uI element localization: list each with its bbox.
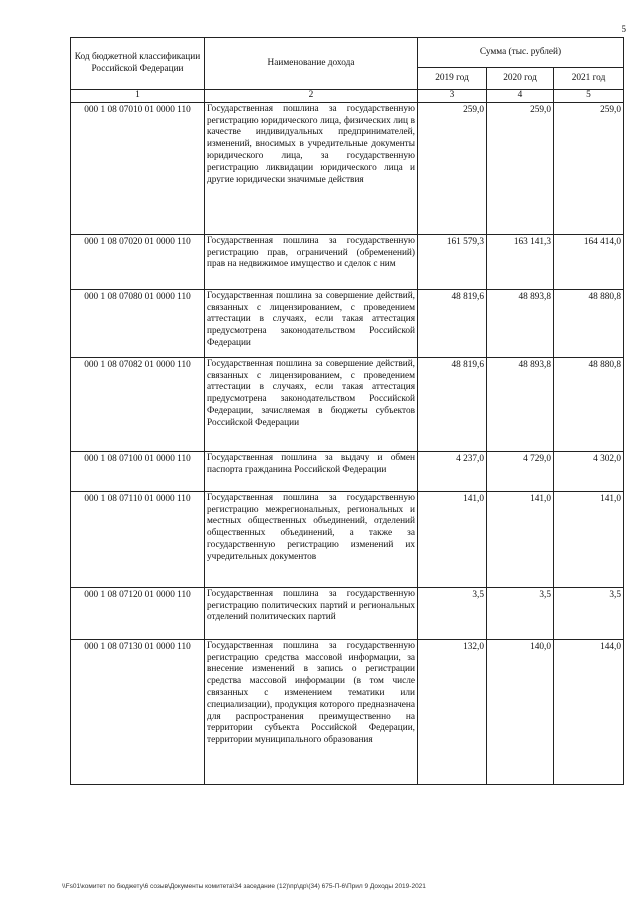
table-row [71, 357, 624, 451]
row-value-2019: 259,0 [418, 102, 487, 234]
header-year-2019: 2019 год [418, 68, 487, 90]
row-name: Государственная пошлина за совершение действий, связанных с лицензированием, с проведением аттестации в случаях, если такая аттестация предусмотрена законодательством Российской Федерации [205, 289, 418, 357]
row-value-2020: 141,0 [487, 491, 554, 587]
row-value-2019: 161 579,3 [418, 234, 487, 289]
row-value-2019: 48 819,6 [418, 357, 487, 451]
row-value-2020: 48 893,8 [487, 357, 554, 451]
index-cell: 2 [205, 90, 418, 103]
table-row [71, 289, 624, 357]
row-value-2020: 4 729,0 [487, 451, 554, 491]
index-row [71, 90, 624, 103]
row-value-2020: 259,0 [487, 102, 554, 234]
row-value-2019: 141,0 [418, 491, 487, 587]
row-name: Государственная пошлина за государственную регистрацию средства массовой информации, за внесение изменений в запись о регистрации средства массовой информации (в том числе связанных с изменением тематики или специализации), продукция которого предназначена для распространения преимущественно на территории субъекта Российской Федерации, территории муниципального образования [205, 639, 418, 784]
row-code: 000 1 08 07010 01 0000 110 [71, 102, 205, 234]
row-code: 000 1 08 07020 01 0000 110 [71, 234, 205, 289]
index-cell: 1 [71, 90, 205, 103]
row-name: Государственная пошлина за государственную регистрацию прав, ограничений (обременений) прав на недвижимое имущество и сделок с ним [205, 234, 418, 289]
row-value-2021: 48 880,8 [554, 357, 624, 451]
table-row [71, 639, 624, 784]
row-value-2020: 140,0 [487, 639, 554, 784]
row-value-2021: 4 302,0 [554, 451, 624, 491]
header-year-2021: 2021 год [554, 68, 624, 90]
index-cell: 3 [418, 90, 487, 103]
table-row [71, 451, 624, 491]
row-name: Государственная пошлина за выдачу и обмен паспорта гражданина Российской Федерации [205, 451, 418, 491]
table-row [71, 102, 624, 234]
row-value-2020: 3,5 [487, 587, 554, 639]
table-row [71, 234, 624, 289]
row-value-2020: 163 141,3 [487, 234, 554, 289]
row-code: 000 1 08 07080 01 0000 110 [71, 289, 205, 357]
footer-file-path: \\Fs01\комитет по бюджету\6 созыв\Документы комитета\34 заседание (12)\пр\др\(34) 675-П-6\Прил 9 Доходы 2019-2021 [62, 883, 426, 890]
row-name: Государственная пошлина за государственную регистрацию межрегиональных, региональных и местных общественных объединений, отделений общественных объединений, а также за государственную регистрацию изменений их учредительных документов [205, 491, 418, 587]
row-name: Государственная пошлина за государственную регистрацию политических партий и региональных отделений политических партий [205, 587, 418, 639]
table-row [71, 587, 624, 639]
header-name: Наименование дохода [205, 38, 418, 90]
row-code: 000 1 08 07130 01 0000 110 [71, 639, 205, 784]
index-cell: 5 [554, 90, 624, 103]
row-value-2019: 48 819,6 [418, 289, 487, 357]
row-value-2021: 48 880,8 [554, 289, 624, 357]
row-value-2021: 164 414,0 [554, 234, 624, 289]
page-number: 5 [621, 24, 626, 34]
row-code: 000 1 08 07120 01 0000 110 [71, 587, 205, 639]
header-sum: Сумма (тыс. рублей) [418, 38, 624, 68]
budget-revenue-table [70, 37, 624, 785]
row-value-2019: 132,0 [418, 639, 487, 784]
row-name: Государственная пошлина за государственную регистрацию юридического лица, физических лиц в качестве индивидуальных предпринимателей, изменений, вносимых в учредительные документы юридического лица, за государственную регистрацию ликвидации юридического лица и другие юридически значимые действия [205, 102, 418, 234]
row-code: 000 1 08 07082 01 0000 110 [71, 357, 205, 451]
row-value-2019: 4 237,0 [418, 451, 487, 491]
row-value-2021: 259,0 [554, 102, 624, 234]
row-value-2021: 141,0 [554, 491, 624, 587]
row-code: 000 1 08 07100 01 0000 110 [71, 451, 205, 491]
row-value-2019: 3,5 [418, 587, 487, 639]
row-value-2021: 3,5 [554, 587, 624, 639]
row-value-2020: 48 893,8 [487, 289, 554, 357]
row-name: Государственная пошлина за совершение действий, связанных с лицензированием, с проведением аттестации в случаях, если такая аттестация предусмотрена законодательством Российской Федерации, зачисляемая в бюджеты субъектов Российской Федерации [205, 357, 418, 451]
header-year-2020: 2020 год [487, 68, 554, 90]
table-row [71, 491, 624, 587]
row-code: 000 1 08 07110 01 0000 110 [71, 491, 205, 587]
header-code: Код бюджетной классификации Российской Федерации [71, 38, 205, 90]
index-cell: 4 [487, 90, 554, 103]
row-value-2021: 144,0 [554, 639, 624, 784]
